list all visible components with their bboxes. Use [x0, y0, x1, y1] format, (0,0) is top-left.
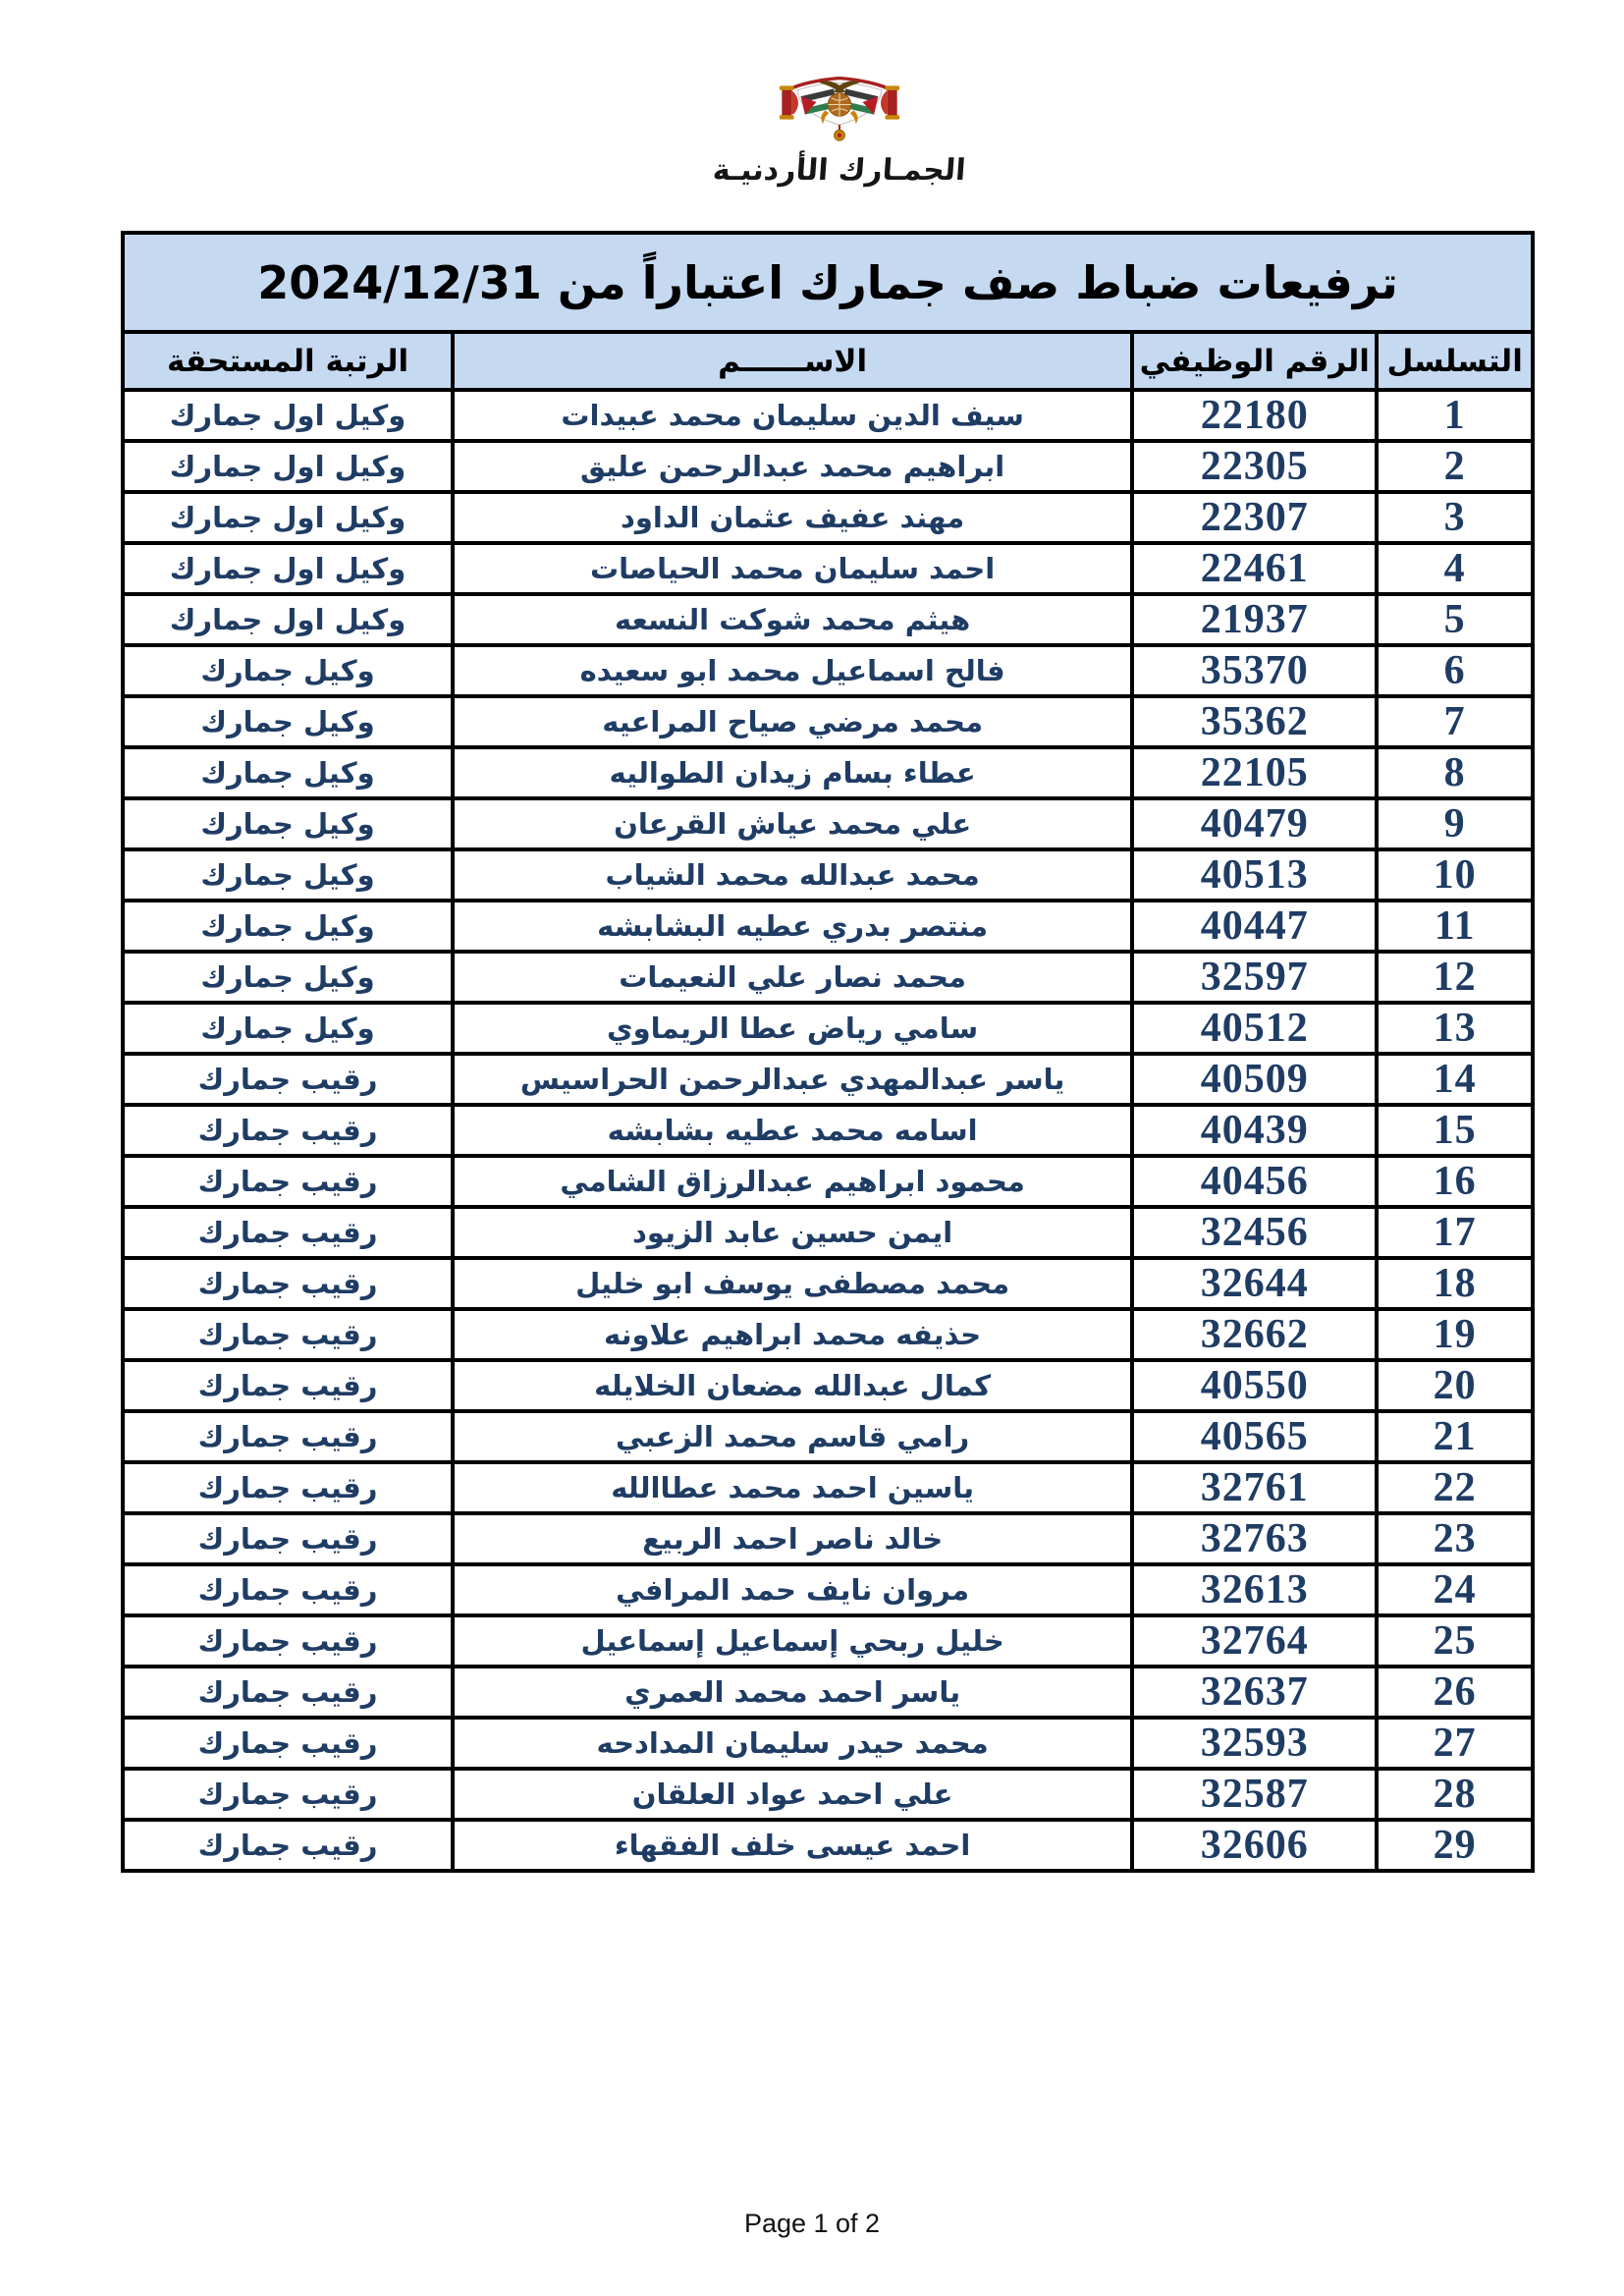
employee-id-cell: 22105: [1132, 747, 1377, 798]
employee-id-cell: 22305: [1132, 441, 1377, 492]
employee-id-cell: 40439: [1132, 1105, 1377, 1156]
header-name: الاســــــم: [453, 332, 1132, 390]
table-row: [123, 1054, 1533, 1105]
rank-cell: وكيل جمارك: [123, 849, 453, 901]
serial-cell: 19: [1377, 1309, 1533, 1360]
serial-cell: 8: [1377, 747, 1533, 798]
serial-cell: 25: [1377, 1615, 1533, 1667]
rank-cell: رقيب جمارك: [123, 1462, 453, 1513]
name-cell: كمال عبدالله مضعان الخلايله: [453, 1360, 1132, 1411]
employee-id-cell: 22307: [1132, 492, 1377, 543]
serial-cell: 7: [1377, 696, 1533, 747]
rank-cell: رقيب جمارك: [123, 1309, 453, 1360]
serial-cell: 20: [1377, 1360, 1533, 1411]
title-row: [123, 233, 1533, 332]
serial-cell: 3: [1377, 492, 1533, 543]
rank-cell: وكيل جمارك: [123, 901, 453, 952]
name-cell: علي محمد عياش القرعان: [453, 798, 1132, 849]
employee-id-cell: 32587: [1132, 1769, 1377, 1820]
rank-cell: رقيب جمارك: [123, 1105, 453, 1156]
rank-cell: وكيل جمارك: [123, 952, 453, 1003]
table-row: [123, 492, 1533, 543]
table-row: [123, 1360, 1533, 1411]
serial-cell: 14: [1377, 1054, 1533, 1105]
name-cell: هيثم محمد شوكت النسعه: [453, 594, 1132, 645]
name-cell: خالد ناصر احمد الربيع: [453, 1513, 1132, 1564]
employee-id-cell: 40512: [1132, 1003, 1377, 1054]
employee-id-cell: 32606: [1132, 1820, 1377, 1871]
employee-id-cell: 32662: [1132, 1309, 1377, 1360]
table-row: [123, 1667, 1533, 1718]
table-row: [123, 390, 1533, 441]
name-cell: مهند عفيف عثمان الداود: [453, 492, 1132, 543]
employee-id-cell: 32613: [1132, 1564, 1377, 1615]
table-row: [123, 1820, 1533, 1871]
employee-id-cell: 32763: [1132, 1513, 1377, 1564]
name-cell: مروان نايف حمد المرافي: [453, 1564, 1132, 1615]
employee-id-cell: 32456: [1132, 1207, 1377, 1258]
table-row: [123, 901, 1533, 952]
name-cell: ياسين احمد محمد عطاالله: [453, 1462, 1132, 1513]
employee-id-cell: 32761: [1132, 1462, 1377, 1513]
table-row: [123, 1411, 1533, 1462]
rank-cell: وكيل اول جمارك: [123, 543, 453, 594]
serial-cell: 21: [1377, 1411, 1533, 1462]
employee-id-cell: 35362: [1132, 696, 1377, 747]
table-row: [123, 594, 1533, 645]
serial-cell: 17: [1377, 1207, 1533, 1258]
rank-cell: رقيب جمارك: [123, 1513, 453, 1564]
name-cell: ياسر عبدالمهدي عبدالرحمن الحراسيس: [453, 1054, 1132, 1105]
table-row: [123, 696, 1533, 747]
rank-cell: وكيل جمارك: [123, 798, 453, 849]
table-row: [123, 441, 1533, 492]
name-cell: علي احمد عواد العلقان: [453, 1769, 1132, 1820]
header-row: [123, 332, 1533, 390]
table-row: [123, 1615, 1533, 1667]
serial-cell: 27: [1377, 1718, 1533, 1769]
employee-id-cell: 40565: [1132, 1411, 1377, 1462]
serial-cell: 18: [1377, 1258, 1533, 1309]
rank-cell: وكيل اول جمارك: [123, 594, 453, 645]
serial-cell: 12: [1377, 952, 1533, 1003]
medal-icon: [835, 125, 845, 140]
table-row: [123, 1769, 1533, 1820]
name-cell: فالح اسماعيل محمد ابو سعيده: [453, 645, 1132, 696]
table-row: [123, 1564, 1533, 1615]
rank-cell: رقيب جمارك: [123, 1564, 453, 1615]
employee-id-cell: 40509: [1132, 1054, 1377, 1105]
jordan-coat-of-arms-icon: [753, 63, 926, 145]
table-body: [123, 390, 1533, 1871]
name-cell: محمود ابراهيم عبدالرزاق الشامي: [453, 1156, 1132, 1207]
serial-cell: 5: [1377, 594, 1533, 645]
name-cell: محمد نصار علي النعيمات: [453, 952, 1132, 1003]
header-rank: الرتبة المستحقة: [123, 332, 453, 390]
rank-cell: رقيب جمارك: [123, 1769, 453, 1820]
serial-cell: 28: [1377, 1769, 1533, 1820]
rank-cell: وكيل اول جمارك: [123, 492, 453, 543]
table-row: [123, 543, 1533, 594]
table-row: [123, 1309, 1533, 1360]
serial-cell: 24: [1377, 1564, 1533, 1615]
globe-icon: [828, 93, 850, 116]
rank-cell: وكيل اول جمارك: [123, 441, 453, 492]
table-row: [123, 1156, 1533, 1207]
rank-cell: رقيب جمارك: [123, 1156, 453, 1207]
table-row: [123, 798, 1533, 849]
name-cell: منتصر بدري عطيه البشابشه: [453, 901, 1132, 952]
employee-id-cell: 40456: [1132, 1156, 1377, 1207]
page-footer: Page 1 of 2: [743, 2209, 881, 2238]
serial-cell: 13: [1377, 1003, 1533, 1054]
table-row: [123, 1462, 1533, 1513]
name-cell: ياسر احمد محمد العمري: [453, 1667, 1132, 1718]
name-cell: محمد مصطفى يوسف ابو خليل: [453, 1258, 1132, 1309]
rank-cell: رقيب جمارك: [123, 1411, 453, 1462]
name-cell: حذيفه محمد ابراهيم علاونه: [453, 1309, 1132, 1360]
rank-cell: رقيب جمارك: [123, 1054, 453, 1105]
promotions-table: [121, 231, 1535, 1873]
serial-cell: 22: [1377, 1462, 1533, 1513]
employee-id-cell: 32644: [1132, 1258, 1377, 1309]
serial-cell: 1: [1377, 390, 1533, 441]
header-employee-id: الرقم الوظيفي: [1132, 332, 1377, 390]
name-cell: رامي قاسم محمد الزعبي: [453, 1411, 1132, 1462]
name-cell: خليل ربحي إسماعيل إسماعيل: [453, 1615, 1132, 1667]
employee-id-cell: 32764: [1132, 1615, 1377, 1667]
rank-cell: وكيل جمارك: [123, 747, 453, 798]
rank-cell: رقيب جمارك: [123, 1258, 453, 1309]
left-drape-icon: [780, 85, 798, 119]
name-cell: محمد مرضي صياح المراعيه: [453, 696, 1132, 747]
name-cell: عطاء بسام زيدان الطواليه: [453, 747, 1132, 798]
table-row: [123, 747, 1533, 798]
name-cell: اسامه محمد عطيه بشابشه: [453, 1105, 1132, 1156]
rank-cell: رقيب جمارك: [123, 1360, 453, 1411]
name-cell: ابراهيم محمد عبدالرحمن عليق: [453, 441, 1132, 492]
logo: [27, 63, 1624, 188]
header-serial: التسلسل: [1377, 332, 1533, 390]
employee-id-cell: 32637: [1132, 1667, 1377, 1718]
table-row: [123, 1207, 1533, 1258]
rank-cell: وكيل اول جمارك: [123, 390, 453, 441]
name-cell: احمد عيسى خلف الفقهاء: [453, 1820, 1132, 1871]
employee-id-cell: 35370: [1132, 645, 1377, 696]
table-row: [123, 1258, 1533, 1309]
serial-cell: 9: [1377, 798, 1533, 849]
employee-id-cell: 40550: [1132, 1360, 1377, 1411]
rank-cell: رقيب جمارك: [123, 1718, 453, 1769]
serial-cell: 10: [1377, 849, 1533, 901]
name-cell: سامي رياض عطا الريماوي: [453, 1003, 1132, 1054]
rank-cell: رقيب جمارك: [123, 1615, 453, 1667]
employee-id-cell: 40513: [1132, 849, 1377, 901]
table-container: [121, 231, 1535, 1873]
serial-cell: 4: [1377, 543, 1533, 594]
table-row: [123, 849, 1533, 901]
serial-cell: 16: [1377, 1156, 1533, 1207]
rank-cell: رقيب جمارك: [123, 1667, 453, 1718]
employee-id-cell: 22461: [1132, 543, 1377, 594]
employee-id-cell: 22180: [1132, 390, 1377, 441]
employee-id-cell: 32593: [1132, 1718, 1377, 1769]
rank-cell: رقيب جمارك: [123, 1820, 453, 1871]
serial-cell: 15: [1377, 1105, 1533, 1156]
name-cell: محمد حيدر سليمان المدادحه: [453, 1718, 1132, 1769]
employee-id-cell: 40479: [1132, 798, 1377, 849]
table-row: [123, 952, 1533, 1003]
name-cell: احمد سليمان محمد الحياصات: [453, 543, 1132, 594]
serial-cell: 26: [1377, 1667, 1533, 1718]
right-drape-icon: [881, 85, 899, 119]
table-row: [123, 1003, 1533, 1054]
employee-id-cell: 21937: [1132, 594, 1377, 645]
name-cell: محمد عبدالله محمد الشياب: [453, 849, 1132, 901]
serial-cell: 2: [1377, 441, 1533, 492]
serial-cell: 11: [1377, 901, 1533, 952]
name-cell: سيف الدين سليمان محمد عبيدات: [453, 390, 1132, 441]
rank-cell: وكيل جمارك: [123, 696, 453, 747]
table-row: [123, 645, 1533, 696]
employee-id-cell: 40447: [1132, 901, 1377, 952]
rank-cell: وكيل جمارك: [123, 1003, 453, 1054]
table-title: ترفيعات ضباط صف جمارك اعتباراً من 2024/12/31: [123, 233, 1533, 332]
serial-cell: 6: [1377, 645, 1533, 696]
logo-caption: الجمـارك الأردنيـة: [712, 153, 967, 188]
table-row: [123, 1513, 1533, 1564]
rank-cell: رقيب جمارك: [123, 1207, 453, 1258]
serial-cell: 23: [1377, 1513, 1533, 1564]
name-cell: ايمن حسين عابد الزيود: [453, 1207, 1132, 1258]
rank-cell: وكيل جمارك: [123, 645, 453, 696]
table-row: [123, 1718, 1533, 1769]
serial-cell: 29: [1377, 1820, 1533, 1871]
table-row: [123, 1105, 1533, 1156]
employee-id-cell: 32597: [1132, 952, 1377, 1003]
